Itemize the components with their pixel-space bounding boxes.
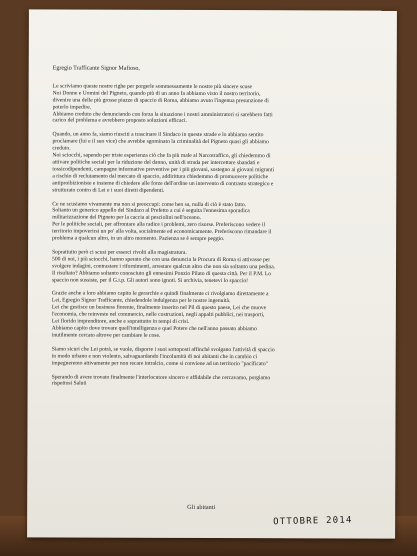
- letter-line: rispettosi Saluti: [51, 380, 87, 388]
- letter-line: Per le politiche sociali, per affrontare alla radice i problemi, zero risorse. Preferiscono vedere il: [52, 221, 266, 229]
- letter-line: creduto.: [52, 145, 71, 152]
- letter-line: Quando, un anno fa, siamo riusciti a trascinare il Sindaco in queste strade e lo abbiamo sentito: [52, 131, 264, 139]
- letter-line: Abbiamo creduto che denunciando con forza la situazione i nostri amministratori si sarebbero fatti: [52, 110, 273, 118]
- letter-line: Lei, Egregio Signor Trafficante, chiedendole indulgenza per le nostre ingenuità.: [51, 297, 231, 305]
- letter-paragraph: [52, 132, 376, 195]
- letter-line: territorio impoverirsi un po' alla volta, socialmente ed economicamente. Preferiscono rimandare il: [52, 228, 272, 236]
- letter-line: inutilmente cercato altrove per cambiare le cose.: [51, 332, 161, 339]
- letter-line: in modo urbano e non violento, salvaguardando l'incolumità di noi abitanti che in cambio ci: [51, 353, 258, 360]
- letter-line: Lei florido imprenditore, anche e soprattutto in tempi di crisi.: [51, 318, 190, 326]
- letter-paragraph: [52, 374, 376, 389]
- letter-line: Abbiamo capito dove trovare quell'intelligenza e quel Potere che nell'anno passato abbiamo: [51, 325, 257, 333]
- letter-paragraph: [52, 291, 376, 340]
- letter-salutation: Egregio Trafficante Signor Mafioso,: [52, 65, 140, 72]
- letter-paragraph: [52, 249, 376, 285]
- letter-line: Ce ne scusiamo vivamente ma non si preoccupi: come ben sa, nulla di ciò è stato fatto.: [52, 200, 247, 208]
- letter-signature: Gli abitanti: [187, 503, 216, 512]
- letter-line: proclamare (lui e il suo vice) che avrebbe sgominato la criminalità del Pigneto quasi gli abbiamo: [52, 138, 269, 146]
- letter-paragraph: [52, 346, 376, 368]
- letter-line: divenire una delle più grosse piazze di spaccio di Roma, abbiamo avuto l'ingenua presunzione di: [52, 97, 269, 104]
- letter-line: Noi sciocchi, sapendo per triste esperienza ciò che fa più male al Narcotraffico, gli chiedemmo di: [52, 152, 271, 160]
- letter-line: Soltanto un generico appello del Sindaco al Prefetto a cui è seguita l'ennesima sporadica: [52, 207, 250, 215]
- letter-paragraphs: [52, 83, 377, 389]
- letter-line: strutturato contro di Lei e i suoi diretti dipendenti.: [52, 187, 165, 194]
- letter-paragraph: [52, 201, 376, 244]
- handwritten-date: OTTOBRE 2014: [273, 515, 353, 528]
- letter-line: Soprattutto però ci scusi per esserci rivolti alla magistratura.: [52, 249, 187, 256]
- letter-line: carico del problema e avrebbero proposto soluzioni efficaci.: [52, 117, 187, 125]
- letter-line: svolgere indagini, contrastare i rifornimenti, arrestare qualcun altro che non sia soltanto una pedina.: [52, 263, 276, 270]
- letter-line: poterlo impedire.: [52, 104, 92, 111]
- letter-line: Sperando di avere trovato finalmente l'interlocutore sincero e affidabile che cercavamo, porgiamo: [51, 373, 271, 381]
- letter-line: Lei che gestisce un business fiorente, finalmente inserito nel Pil di questo paese, Lei che muove: [51, 304, 267, 312]
- letter-line: tossicodipendenti, campagne informative preventive per i più giovani, sostegno ai giovani migranti: [52, 166, 275, 174]
- letter-line: Grazie anche a loro abbiamo capito le gerarchie e quindi finalmente ci rivolgiamo direttamente a: [51, 290, 269, 298]
- letter-line: spaccio non sussiste, per il G.i.p. Gli autori sono ignoti. Si archivia, tenetevi lo spaccio!: [51, 277, 249, 284]
- letter-line: impegneremo attivamente per non recare intralcio, come si conviene ad un territorio "pacificato": [51, 360, 268, 367]
- letter-line: attivare politiche sociali per la riduzione del danno, unità di strada per intercettare sbandati e: [52, 159, 260, 167]
- letter-line: militarizzazione del Pigneto per la caccia ai pesciolini nell'oceano.: [52, 214, 201, 222]
- letter-paragraph: [53, 83, 377, 126]
- letter-line: Noi Donne e Uomini del Pigneto, quando più di un anno fa abbiamo visto il nostro territorio,: [52, 90, 261, 97]
- letter-line: Le scriviamo queste nostre righe per porgerle sommessamente le nostre più sincere scuse: [52, 83, 253, 91]
- letter-line: Il risultato? Abbiamo soltanto conosciuto gli ennesimi Ponzio Pilato di questa città. Per il P.M. Lo: [51, 270, 272, 277]
- letter-line: 500 di noi, i più sciocchi, hanno sperato che con una denuncia la Procura di Roma si attivasse per: [52, 256, 271, 264]
- letter-line: problema a qualcun altro, in un altro momento. Pazienza se è sempre peggio.: [52, 235, 225, 243]
- letter-sheet: [27, 9, 397, 538]
- letter-line: a rischio di reclutamento dal mercato di spaccio, addirittura chiedemmo di promuovere politiche: [52, 173, 269, 180]
- letter-body: [52, 65, 377, 395]
- letter-line: antiproibizioniste e insieme di chiedere alle forze dell'ordine un intervento di contrasto strategico e: [52, 180, 274, 187]
- letter-line: Siamo sicuri che Lei potrà, se vuole, disporre i suoi sottoposti affinché svolgano l'attività di spaccio: [51, 346, 275, 354]
- letter-line: l'economia, che reinveste nel commercio, nelle costruzioni, negli appalti pubblici, nei trasporti,: [51, 311, 265, 319]
